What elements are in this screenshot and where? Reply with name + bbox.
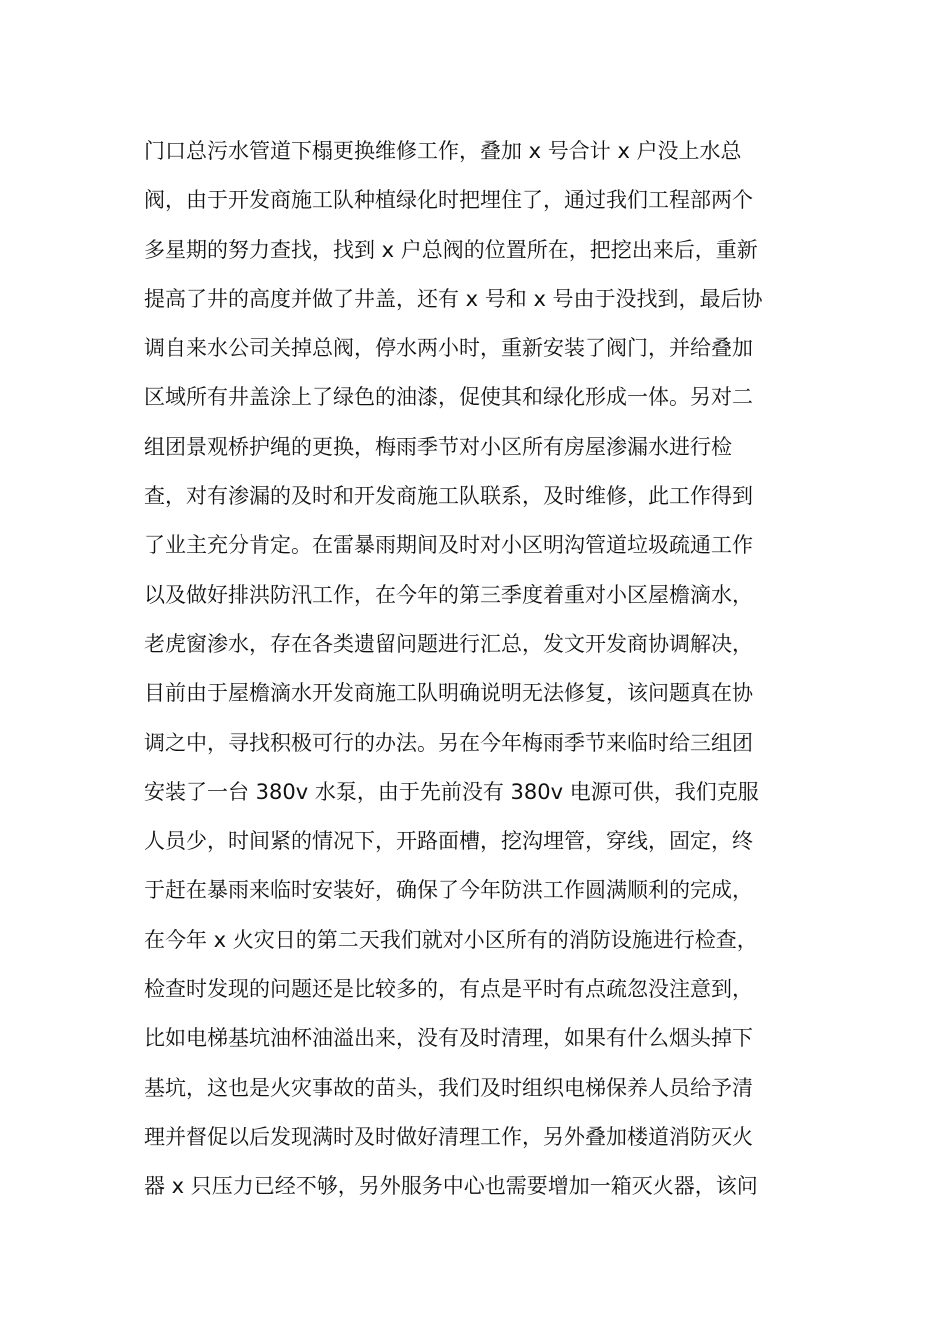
text-line: 以及做好排洪防汛工作，在今年的第三季度着重对小区屋檐滴水， — [144, 582, 753, 607]
text-line: 提高了井的高度并做了井盖，还有 x 号和 x 号由于没找到，最后协 — [144, 286, 763, 311]
text-line: 阀，由于开发商施工队种植绿化时把埋住了，通过我们工程部两个 — [144, 188, 753, 213]
text-line: 区域所有井盖涂上了绿色的油漆，促使其和绿化形成一体。另对二 — [144, 385, 753, 410]
text-line: 多星期的努力查找，找到 x 户总阀的位置所在，把挖出来后，重新 — [144, 237, 758, 262]
text-line: 人员少，时间紧的情况下，开路面槽，挖沟埋管，穿线，固定，终 — [144, 829, 753, 854]
text-line: 基坑，这也是火灾事故的苗头，我们及时组织电梯保养人员给予清 — [144, 1075, 753, 1100]
text-line: 查，对有渗漏的及时和开发商施工队联系，及时维修，此工作得到 — [144, 484, 753, 509]
text-line: 了业主充分肯定。在雷暴雨期间及时对小区明沟管道垃圾疏通工作 — [144, 533, 753, 558]
text-line: 在今年 x 火灾日的第二天我们就对小区所有的消防设施进行检查， — [144, 927, 758, 952]
text-line: 检查时发现的问题还是比较多的，有点是平时有点疏忽没注意到， — [144, 977, 753, 1002]
text-line: 老虎窗渗水，存在各类遗留问题进行汇总，发文开发商协调解决， — [144, 631, 753, 656]
text-line: 组团景观桥护绳的更换，梅雨季节对小区所有房屋渗漏水进行检 — [144, 434, 732, 459]
text-line: 安装了一台 380v 水泵，由于先前没有 380v 电源可供，我们克服 — [144, 779, 759, 804]
text-line: 理并督促以后发现满时及时做好清理工作，另外叠加楼道消防灭火 — [144, 1124, 753, 1149]
text-line: 目前由于屋檐滴水开发商施工队明确说明无法修复，该问题真在协 — [144, 681, 753, 706]
text-line: 调之中，寻找积极可行的办法。另在今年梅雨季节来临时给三组团 — [144, 730, 753, 755]
text-line: 于赶在暴雨来临时安装好，确保了今年防洪工作圆满顺利的完成， — [144, 878, 753, 903]
text-line: 门口总污水管道下榻更换维修工作，叠加 x 号合计 x 户没上水总 — [144, 139, 742, 163]
body-text — [144, 130, 824, 1215]
text-line: 器 x 只压力已经不够，另外服务中心也需要增加一箱灭火器，该问 — [144, 1174, 758, 1199]
text-line: 比如电梯基坑油杯油溢出来，没有及时清理，如果有什么烟头掉下 — [144, 1026, 753, 1051]
text-line: 调自来水公司关掉总阀，停水两小时，重新安装了阀门，并给叠加 — [144, 336, 753, 361]
